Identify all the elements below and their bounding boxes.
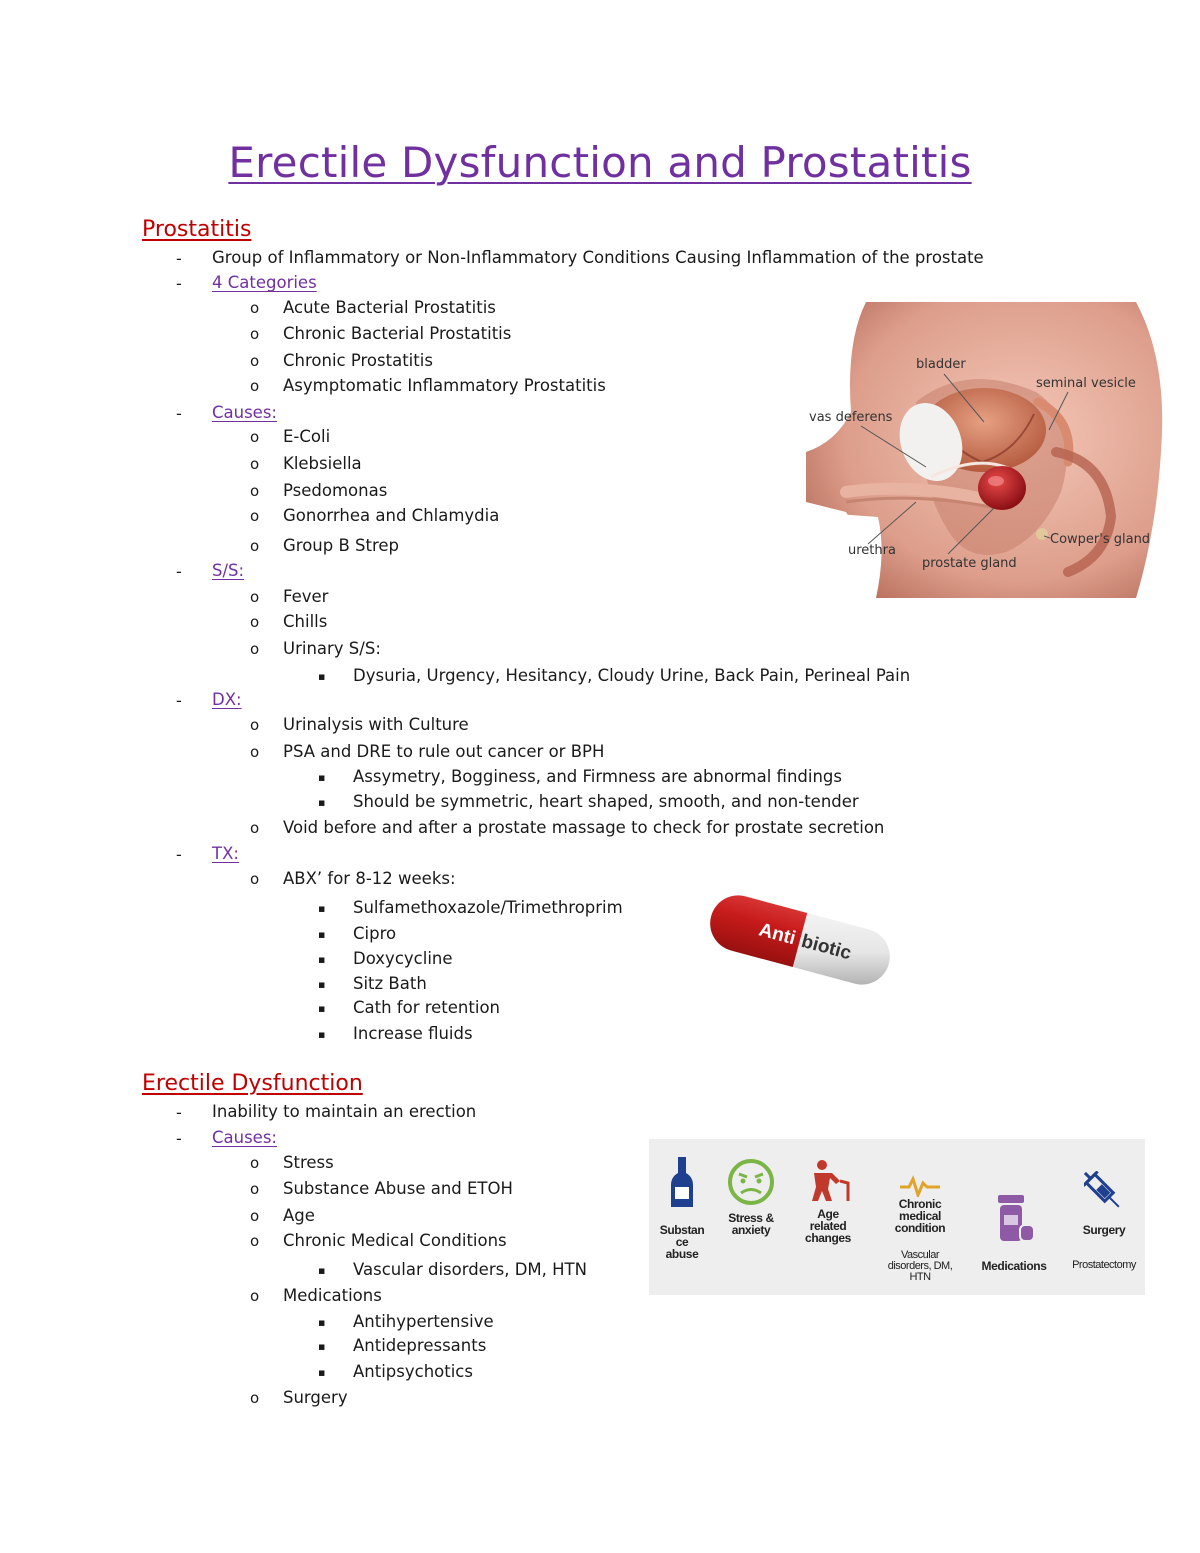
circle-marker: o [250,1207,260,1225]
list-item: E-Coli [283,427,331,446]
prostatitis-heading: Prostatitis [142,217,252,242]
dash-marker: - [176,1103,182,1122]
list-item: Stress [283,1153,334,1172]
list-item: PSA and DRE to rule out cancer or BPH [283,742,605,761]
cause-label: related [809,1219,847,1233]
square-marker: ▪ [318,953,326,966]
circle-marker: o [250,819,260,837]
circle-marker: o [250,455,260,473]
list-item: Chills [283,612,328,631]
square-marker: ▪ [318,902,326,915]
list-item: Chronic Prostatitis [283,351,433,370]
syringe-icon [1084,1171,1124,1213]
label-vas-deferens: vas deferens [809,410,893,425]
pill-bottle-icon [994,1195,1034,1243]
circle-marker: o [250,588,260,606]
cause-label: changes [805,1231,851,1245]
cause-label: anxiety [731,1223,771,1237]
circle-marker: o [250,870,260,888]
label-bladder: bladder [916,357,966,372]
list-item: Gonorrhea and Chlamydia [283,506,500,525]
list-item: Sitz Bath [353,974,427,993]
cause-label: medical [899,1209,941,1223]
dash-marker: - [176,1129,182,1148]
list-item: Assymetry, Bogginess, and Firmness are abnormal findings [353,767,842,786]
list-item: Urinary S/S: [283,639,381,658]
list-item: Age [283,1206,315,1225]
dash-marker: - [176,845,182,864]
list-item: Doxycycline [353,949,453,968]
square-marker: ▪ [318,978,326,991]
ed-heading: Erectile Dysfunction [142,1071,363,1096]
list-item: Medications [283,1286,382,1305]
list-item: Antipsychotics [353,1362,473,1381]
square-marker: ▪ [318,771,326,784]
cause-substance-abuse [651,1157,713,1260]
cause-label: Substan [659,1223,705,1237]
square-marker: ▪ [318,796,326,809]
cause-stress [719,1159,783,1236]
list-item: Sulfamethoxazole/Trimethroprim [353,898,623,917]
dash-marker: - [176,691,182,710]
label-seminal-vesicle: seminal vesicle [1036,376,1136,391]
dash-marker: - [176,562,182,581]
list-item: Vascular disorders, DM, HTN [353,1260,587,1279]
cause-label: Surgery [1082,1223,1126,1237]
circle-marker: o [250,1232,260,1250]
ed-definition: Inability to maintain an erection [212,1102,477,1121]
circle-marker: o [250,325,260,343]
prostatitis-definition: Group of Inflammatory or Non-Inflammatory Conditions Causing Inflammation of the prostate [212,248,984,267]
label-prostate-gland: prostate gland [922,556,1017,571]
heartbeat-icon [900,1175,940,1197]
list-item: Cipro [353,924,397,943]
list-item: Surgery [283,1388,348,1407]
worried-face-icon [724,1159,778,1205]
list-item: Chronic Bacterial Prostatitis [283,324,512,343]
prostate-anatomy-illustration [806,302,1166,598]
dash-marker: - [176,249,182,268]
list-item: Group B Strep [283,536,400,555]
dx-label: DX: [212,690,242,709]
cause-label: abuse [665,1247,699,1261]
list-item: Void before and after a prostate massage to check for prostate secretion [283,818,885,837]
list-item: Cath for retention [353,998,500,1017]
label-urethra: urethra [848,543,896,558]
circle-marker: o [250,640,260,658]
cause-sub-label: disorders, DM, [887,1260,953,1272]
cause-label: ce [675,1235,689,1249]
cause-label: Chronic [898,1197,942,1211]
cause-age [797,1159,859,1244]
cause-label: Age [817,1207,839,1221]
pill-label-biotic: biotic [799,930,854,965]
list-item: Substance Abuse and ETOH [283,1179,513,1198]
causes-label: Causes: [212,403,277,422]
circle-marker: o [250,482,260,500]
square-marker: ▪ [318,1366,326,1379]
cause-chronic-condition [875,1175,965,1283]
list-item: Chronic Medical Conditions [283,1231,507,1250]
square-marker: ▪ [318,1340,326,1353]
ss-label: S/S: [212,561,245,580]
circle-marker: o [250,1154,260,1172]
page-title: Erectile Dysfunction and Prostatitis [228,138,972,187]
cause-surgery [1063,1171,1145,1271]
square-marker: ▪ [318,928,326,941]
circle-marker: o [250,716,260,734]
label-cowpers-gland: Cowper's gland [1050,532,1151,547]
circle-marker: o [250,1180,260,1198]
cause-sub-label: Vascular [901,1249,939,1261]
list-item: Asymptomatic Inflammatory Prostatitis [283,376,606,395]
elderly-person-icon [804,1159,852,1201]
list-item: Increase fluids [353,1024,473,1043]
antibiotic-capsule-icon [700,880,900,1000]
pill-label-anti: Anti [756,919,798,950]
dash-marker: - [176,404,182,423]
circle-marker: o [250,1389,260,1407]
circle-marker: o [250,537,260,555]
categories-label: 4 Categories [212,273,317,292]
ed-causes-label: Causes: [212,1128,277,1147]
square-marker: ▪ [318,1002,326,1015]
dash-marker: - [176,274,182,293]
list-item: Acute Bacterial Prostatitis [283,298,496,317]
circle-marker: o [250,299,260,317]
list-item: Urinalysis with Culture [283,715,469,734]
cause-label: Stress & [728,1211,774,1225]
square-marker: ▪ [318,670,326,683]
cause-sub-label: HTN [909,1271,931,1283]
circle-marker: o [250,613,260,631]
square-marker: ▪ [318,1028,326,1041]
list-item: Antidepressants [353,1336,487,1355]
square-marker: ▪ [318,1264,326,1277]
list-item: Should be symmetric, heart shaped, smooth, and non-tender [353,792,859,811]
bottle-icon [669,1157,695,1209]
list-item: Dysuria, Urgency, Hesitancy, Cloudy Urine, Back Pain, Perineal Pain [353,666,911,685]
ed-causes-infographic [649,1139,1145,1295]
circle-marker: o [250,743,260,761]
cause-sub-label: Prostatectomy [1072,1259,1136,1271]
tx-label: TX: [212,844,239,863]
circle-marker: o [250,507,260,525]
circle-marker: o [250,352,260,370]
list-item: Fever [283,587,329,606]
circle-marker: o [250,377,260,395]
list-item: Psedomonas [283,481,388,500]
list-item: Klebsiella [283,454,362,473]
circle-marker: o [250,428,260,446]
list-item: Antihypertensive [353,1312,494,1331]
square-marker: ▪ [318,1316,326,1329]
cause-medications [971,1195,1057,1272]
list-item: ABX’ for 8-12 weeks: [283,869,456,888]
circle-marker: o [250,1287,260,1305]
cause-label: condition [894,1221,946,1235]
cause-label: Medications [981,1259,1047,1273]
